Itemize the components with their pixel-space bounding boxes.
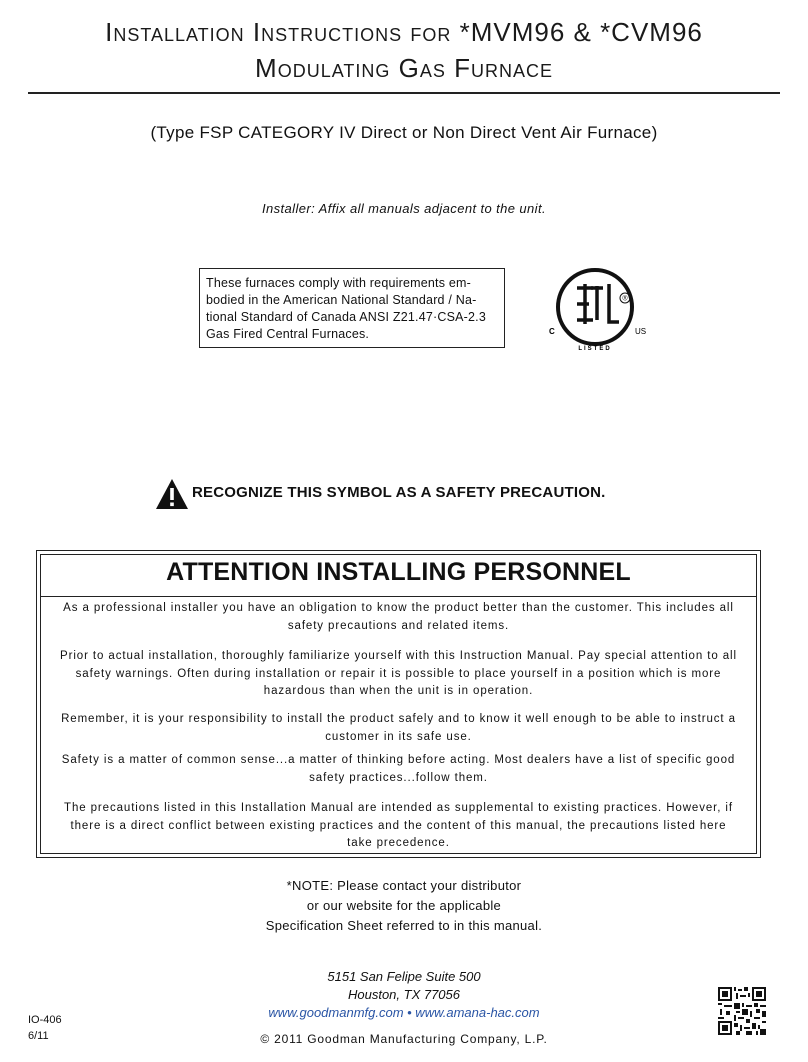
document-code: [28, 1012, 62, 1044]
attention-paragraph: [50, 600, 747, 635]
note-line: *NOTE: Please contact your distributor: [286, 878, 522, 893]
doc-code: IO-406: [28, 1014, 62, 1026]
attention-title: ATTENTION INSTALLING PERSONNEL: [166, 558, 631, 586]
website-links[interactable]: www.goodmanmfg.com • www.amana-hac.com: [268, 1005, 540, 1020]
document-title-line2: [0, 52, 808, 84]
paragraph-line: safety practices...follow them.: [309, 771, 488, 784]
safety-precaution-text: RECOGNIZE THIS SYMBOL AS A SAFETY PRECAUTION.: [192, 484, 606, 501]
paragraph-line: Remember, it is your responsibility to install the product safely and to know it well enough to be able to instruct a: [61, 713, 736, 725]
attention-paragraph: [50, 711, 747, 746]
subtitle: (Type FSP CATEGORY IV Direct or Non Direct Vent Air Furnace): [150, 123, 658, 142]
compliance-line: bodied in the American National Standard / Na-: [206, 293, 477, 307]
paragraph-line: customer in its safe use.: [325, 730, 472, 743]
attention-divider: [40, 596, 757, 597]
copyright: © 2011 Goodman Manufacturing Company, L.P.: [260, 1032, 548, 1046]
title-subject: Modulating Gas Furnace: [255, 53, 553, 83]
note-line: Specification Sheet referred to in this manual.: [265, 918, 543, 933]
specification-note: [0, 876, 808, 936]
qr-code-icon: [718, 987, 766, 1035]
etl-listed-label: LISTED: [578, 346, 612, 352]
paragraph-line: Safety is a matter of common sense...a matter of thinking before acting. Most dealers have a list of specific good: [61, 754, 736, 766]
paragraph-line: hazardous than when the unit is in operation.: [263, 685, 534, 697]
header-rule: [28, 92, 780, 94]
attention-paragraph: [50, 752, 747, 787]
attention-paragraph: [50, 648, 747, 701]
etl-country-us: US: [635, 327, 647, 336]
installer-note: Installer: Affix all manuals adjacent to the unit.: [262, 201, 546, 216]
warning-triangle-icon: [155, 478, 189, 510]
attention-paragraph: [50, 800, 747, 853]
paragraph-line: there is a direct conflict between existing practices and the content of this manual, the precautions listed here: [70, 819, 727, 832]
document-title: [0, 16, 808, 48]
title-models: *MVM96 & *CVM96: [459, 17, 703, 47]
etl-listed-mark-icon: [547, 262, 657, 352]
title-prefix: Installation Instructions for: [105, 17, 460, 47]
paragraph-line: take precedence.: [347, 837, 450, 849]
note-line: or our website for the applicable: [306, 898, 502, 913]
paragraph-line: safety precautions and related items.: [287, 619, 510, 632]
paragraph-line: Prior to actual installation, thoroughly familiarize yourself with this Instruction Manual. Pay special attention to all: [60, 650, 737, 662]
compliance-box: [199, 268, 505, 348]
registered-mark: ®: [622, 295, 628, 303]
doc-date: 6/11: [28, 1030, 49, 1042]
compliance-line: tional Standard of Canada ANSI Z21.47·CSA-2.3: [206, 310, 486, 324]
company-address: [0, 968, 808, 1022]
paragraph-line: The precautions listed in this Installation Manual are intended as supplemental to existing practices. However, if: [64, 802, 733, 814]
paragraph-line: safety warnings. Often during installation or repair it is possible to place yourself in a position which is more: [75, 667, 722, 680]
address-line: 5151 San Felipe Suite 500: [327, 969, 481, 984]
compliance-line: Gas Fired Central Furnaces.: [206, 327, 370, 341]
compliance-line: These furnaces comply with requirements em-: [206, 276, 471, 290]
etl-country-c: C: [549, 327, 555, 336]
paragraph-line: As a professional installer you have an obligation to know the product better than the customer. This includes all: [63, 602, 734, 614]
address-line: Houston, TX 77056: [347, 987, 461, 1002]
